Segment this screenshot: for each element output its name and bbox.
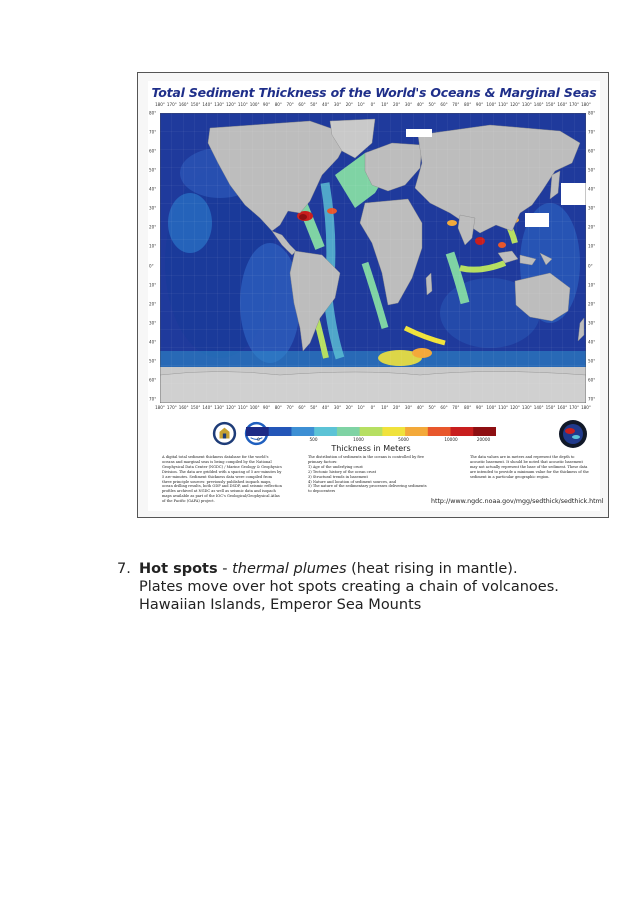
longitude-label: 170° <box>569 102 580 107</box>
thickness-color-scale <box>246 427 496 436</box>
longitude-label: 20° <box>393 405 401 410</box>
longitude-label: 150° <box>190 405 201 410</box>
longitude-label: 40° <box>322 102 330 107</box>
latitude-label: 50° <box>149 358 157 364</box>
longitude-label: 90° <box>262 102 271 107</box>
longitude-label: 100° <box>249 405 260 410</box>
latitude-label: 60° <box>149 148 157 154</box>
longitude-label: 60° <box>298 405 306 410</box>
scale-swatch <box>405 427 428 436</box>
latitude-label: 30° <box>588 320 596 326</box>
longitude-label: 70° <box>286 102 294 107</box>
latitude-label: 20° <box>149 224 157 230</box>
scale-tick-label: 5000 <box>398 437 409 442</box>
longitude-label: 180° <box>581 405 591 410</box>
longitude-label: 30° <box>404 102 413 107</box>
scale-swatch <box>360 427 383 436</box>
hot-spots-line-2: Plates move over hot spots creating a chain of volcanoes. <box>139 579 559 595</box>
longitude-label: 60° <box>298 102 306 107</box>
longitude-label: 120° <box>510 102 520 107</box>
longitude-label: 100° <box>486 405 497 410</box>
latitude-label: 0° <box>149 263 154 269</box>
longitude-label: 110° <box>498 102 509 107</box>
hot-spots-line-1 <box>117 560 587 578</box>
longitude-label: 40° <box>416 405 424 410</box>
description-text-1: A digital total sediment thickness database for the world's oceans and marginal seas is being compiled by the National Geophysical Data Center (NGDC) / Marine Geology & Geophysics Division. The data are gridded with a spacing of 5 arc-minutes by 5 arc-minutes. Sediment thickness data were compiled from three principle sources: previously published isopach maps, ocean drilling results, both ODP and DSDP, and seismic reflection profiles archived at NGDC as well as seismic data and isopach maps available as part of the IOC's Geological/Geophysical Atlas of the Pacific (GAPA) project. <box>162 455 282 504</box>
latitude-label: 70° <box>149 129 157 135</box>
latitude-label: 30° <box>149 320 157 326</box>
longitude-label: 110° <box>237 102 248 107</box>
factor-item: 1) Age of the underlying crust <box>308 464 363 469</box>
latitude-label: 40° <box>588 339 596 345</box>
longitude-label: 100° <box>486 102 497 107</box>
latitude-labels-right <box>588 109 600 405</box>
line1-rest: (heat rising in mantle). <box>346 561 518 577</box>
scale-tick-label: 20000 <box>476 437 491 442</box>
latitude-label: 10° <box>149 282 157 288</box>
longitude-label: 0° <box>370 102 376 107</box>
latitude-label: 0° <box>588 263 593 269</box>
longitude-label: 180° <box>155 102 165 107</box>
longitude-label: 100° <box>249 102 260 107</box>
scale-swatch <box>314 427 337 436</box>
longitude-label: 120° <box>226 405 236 410</box>
longitude-label: 130° <box>214 102 225 107</box>
longitude-label: 20° <box>345 405 353 410</box>
scale-swatch <box>451 427 474 436</box>
longitude-label: 50° <box>428 405 436 410</box>
description-column-3 <box>470 455 590 480</box>
scale-swatch <box>291 427 314 436</box>
longitude-label: 130° <box>521 102 532 107</box>
scale-tick-label: 1000 <box>353 437 364 442</box>
hot-spots-line-3: Hawaiian Islands, Emperor Sea Mounts <box>139 597 422 613</box>
longitude-label: 160° <box>178 405 189 410</box>
longitude-label: 170° <box>569 405 580 410</box>
latitude-label: 50° <box>588 358 596 364</box>
longitude-label: 50° <box>428 102 436 107</box>
latitude-label: 20° <box>588 224 596 230</box>
longitude-label: 40° <box>416 102 424 107</box>
longitude-label: 80° <box>464 102 472 107</box>
longitude-label: 130° <box>521 405 532 410</box>
longitude-label: 50° <box>310 405 318 410</box>
latitude-label: 10° <box>149 243 157 249</box>
scale-tick-label: 500 <box>309 437 318 442</box>
longitude-label: 10° <box>357 102 365 107</box>
latitude-label: 50° <box>588 167 596 173</box>
latitude-label: 70° <box>588 396 596 402</box>
longitude-label: 40° <box>322 405 330 410</box>
description-text-3: The data values are in meters and represent the depth to acoustic basement. It should be noted that acoustic basement may not actually represent the base of the sediment. These data are intended to provide a minimum value for the thickness of the sediment in a particular geographic region. <box>470 455 589 479</box>
longitude-label: 20° <box>393 102 401 107</box>
latitude-label: 60° <box>149 377 157 383</box>
italic-term: thermal plumes <box>232 561 347 577</box>
longitude-label: 30° <box>333 102 342 107</box>
longitude-label: 180° <box>581 102 591 107</box>
longitude-label: 140° <box>202 405 213 410</box>
longitude-label: 30° <box>333 405 342 410</box>
longitude-label: 10° <box>357 405 365 410</box>
longitude-label: 150° <box>190 102 201 107</box>
longitude-labels-top <box>148 102 600 111</box>
scale-swatch <box>473 427 496 436</box>
longitude-label: 10° <box>381 102 389 107</box>
longitude-labels-bottom <box>148 405 600 414</box>
latitude-label: 40° <box>588 186 596 192</box>
description-column-2 <box>308 455 428 494</box>
longitude-label: 140° <box>533 405 544 410</box>
longitude-label: 170° <box>166 102 177 107</box>
scale-swatch <box>382 427 405 436</box>
latitude-label: 60° <box>588 148 596 154</box>
longitude-label: 170° <box>166 405 177 410</box>
sediment-poster <box>148 81 604 511</box>
scale-swatch <box>246 427 269 436</box>
longitude-label: 160° <box>178 102 189 107</box>
longitude-label: 90° <box>262 405 271 410</box>
latitude-label: 70° <box>588 129 596 135</box>
latitude-label: 80° <box>588 110 596 116</box>
longitude-label: 30° <box>404 405 413 410</box>
longitude-label: 80° <box>464 405 472 410</box>
factor-list <box>308 465 428 494</box>
bold-term: Hot spots <box>139 561 218 577</box>
commerce-seal-icon <box>212 421 237 446</box>
scale-tick-label: 10000 <box>444 437 458 442</box>
factors-intro: The distribution of sediments in the oceans is controlled by five primary factors: <box>308 455 424 464</box>
longitude-label: 150° <box>545 102 556 107</box>
factor-item: 2) Tectonic history of the ocean crust <box>308 469 377 474</box>
longitude-label: 90° <box>475 405 484 410</box>
longitude-label: 130° <box>214 405 225 410</box>
longitude-label: 60° <box>440 102 448 107</box>
longitude-label: 110° <box>237 405 248 410</box>
scale-swatch <box>337 427 360 436</box>
item-number: 7. <box>117 561 131 577</box>
longitude-label: 120° <box>226 102 236 107</box>
scale-swatch <box>269 427 292 436</box>
longitude-label: 20° <box>345 102 353 107</box>
longitude-label: 70° <box>452 405 460 410</box>
source-url: http://www.ngdc.noaa.gov/mgg/sedthick/sedthick.html <box>431 498 604 505</box>
factor-item: 5) The nature of the sedimentary processes delivering sediments to depocenters <box>308 484 427 494</box>
longitude-label: 120° <box>510 405 520 410</box>
hot-spots-paragraph <box>117 560 587 614</box>
description-column-1 <box>162 455 282 504</box>
longitude-label: 80° <box>274 102 282 107</box>
longitude-label: 180° <box>155 405 165 410</box>
sediment-world-map <box>160 113 586 403</box>
factor-item: 4) Nature and location of sediment sources, and <box>308 479 397 484</box>
longitude-label: 0° <box>370 405 376 410</box>
latitude-label: 30° <box>149 205 157 211</box>
figure-frame <box>137 72 609 518</box>
latitude-label: 10° <box>588 282 596 288</box>
scale-label: Thickness in Meters <box>331 444 411 453</box>
longitude-label: 90° <box>475 102 484 107</box>
scale-tick-label: 0 <box>257 437 260 442</box>
longitude-label: 80° <box>274 405 282 410</box>
longitude-label: 10° <box>381 405 389 410</box>
longitude-label: 110° <box>498 405 509 410</box>
longitude-label: 70° <box>452 102 460 107</box>
latitude-label: 30° <box>588 205 596 211</box>
latitude-label: 40° <box>149 186 157 192</box>
dash: - <box>217 561 233 577</box>
latitude-label: 70° <box>149 396 157 402</box>
longitude-label: 160° <box>557 102 568 107</box>
latitude-label: 10° <box>588 243 596 249</box>
longitude-label: 160° <box>557 405 568 410</box>
latitude-label: 20° <box>149 301 157 307</box>
longitude-label: 50° <box>310 102 318 107</box>
latitude-label: 50° <box>149 167 157 173</box>
longitude-label: 140° <box>202 102 213 107</box>
latitude-label: 20° <box>588 301 596 307</box>
scale-swatch <box>428 427 451 436</box>
latitude-label: 80° <box>149 110 157 116</box>
longitude-label: 60° <box>440 405 448 410</box>
globe-icon <box>558 419 588 449</box>
factor-item: 3) Structural trends in basement <box>308 474 368 479</box>
longitude-label: 150° <box>545 405 556 410</box>
longitude-label: 70° <box>286 405 294 410</box>
longitude-label: 140° <box>533 102 544 107</box>
poster-title: Total Sediment Thickness of the World's Oceans & Marginal Seas <box>151 85 597 100</box>
latitude-label: 40° <box>149 339 157 345</box>
latitude-label: 60° <box>588 377 596 383</box>
